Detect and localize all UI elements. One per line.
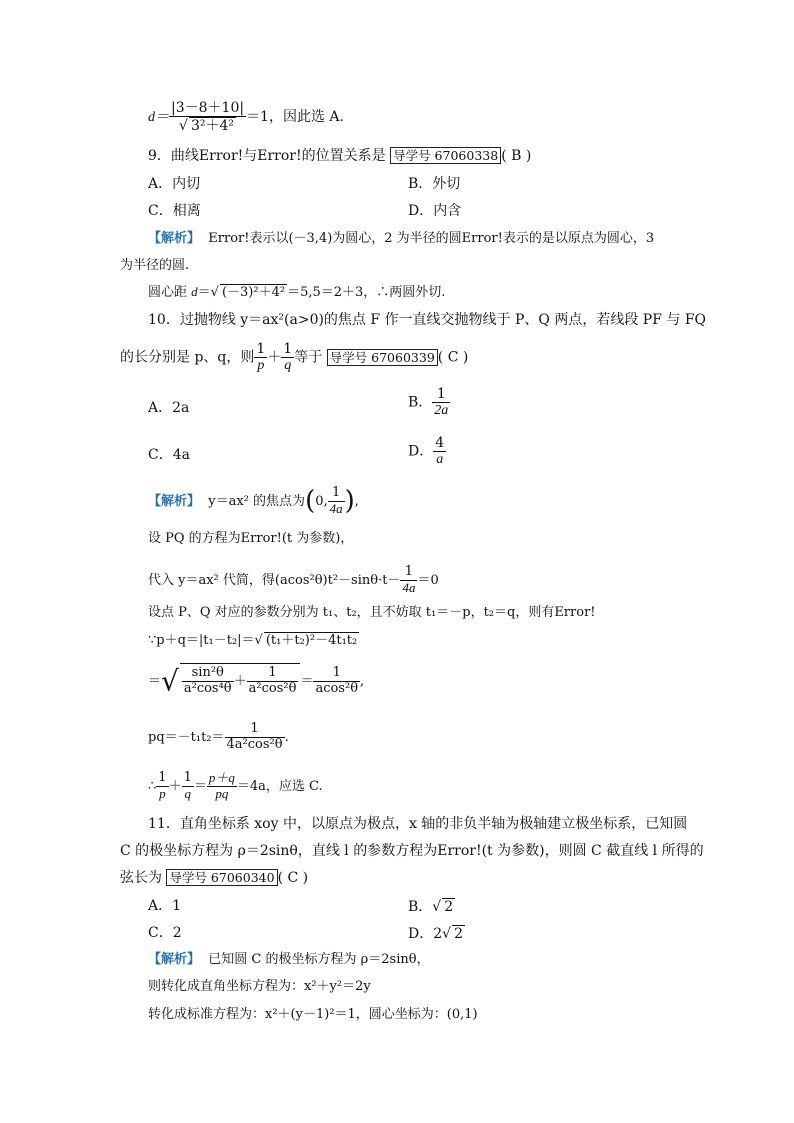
answer-10-line-4: 设点 P、Q 对应的参数分别为 t₁、t₂，且不妨取 t₁＝－p，t₂＝q，则有Error! <box>148 605 596 620</box>
answer-10-line-8: ∴ $\frac{1}{p}$ ＋ $\frac{1}{q}$ ＝ $\frac{p+q}{pq}$ ＝4a，应选 C. <box>148 770 323 801</box>
analysis-tag: 【解析】 <box>148 231 201 246</box>
answer-10-line-1: 【解析】 y＝ax² 的焦点为(0, $\frac{1}{4a}$ ), <box>148 485 359 517</box>
question-11-line-2: C 的极坐标方程为 ρ＝2sinθ，直线 l 的参数方程为Error!(t 为参数)，则圆 C 截直线 l 所得的 <box>120 843 704 859</box>
question-11-option-d: D．2√ 2 <box>408 926 463 942</box>
question-11-option-c: C．2 <box>148 925 182 941</box>
question-9-option-c: C．相离 <box>148 203 201 219</box>
question-10-line-2: 的长分别是 p、q，则 $\frac{1}{p}$ ＋ $\frac{1}{q}$ 等于 导学号 67060339 ( C ) <box>120 341 469 374</box>
answer-10-line-3: 代入 y＝ax² 代简，得(acos²θ)t²－sinθ·t－ $\frac{1}{4a}$ ＝0 <box>148 564 439 595</box>
question-10-option-c: C．4a <box>148 447 190 463</box>
answer-9-line-2: 为半径的圆. <box>120 258 190 273</box>
answer-10-line-6: ＝√ $\frac{\text{sin²θ}}{\text{a²cos⁴θ}}$ ＋ $\frac{1}{\text{a²cos²θ}}$ ＝ $\frac{1}{\text{acos²θ}}$ , <box>148 664 365 698</box>
distance-fraction: $\frac{|3-8+10|}{\text{√ 3²＋4²}}$ <box>171 100 245 135</box>
question-10-answer: ( C ) <box>437 349 469 366</box>
question-11-answer: ( C ) <box>277 870 309 886</box>
answer-9-line-1: 【解析】 Error!表示以(－3,4)为圆心，2 为半径的圆Error!表示的是以原点为圆心，3 <box>148 231 655 246</box>
question-11-code: 导学号 67060340 <box>166 869 277 886</box>
question-11-option-a: A．1 <box>148 898 182 914</box>
question-9-answer: ( B ) <box>501 148 532 164</box>
question-10-option-a: A．2a <box>148 400 190 416</box>
question-10-line-1: 10．过抛物线 y＝ax²(a>0)的焦点 F 作一直线交抛物线于 P、Q 两点，若线段 PF 与 FQ <box>148 312 707 328</box>
question-9-option-b: B．外切 <box>408 176 461 192</box>
question-10-option-b: B． $\frac{1}{2a}$ <box>408 386 449 419</box>
answer-10-line-7: pq＝－t₁t₂＝ $\frac{1}{\text{4a²cos²θ}}$ . <box>148 721 289 752</box>
question-11-option-b: B．√ 2 <box>408 899 454 915</box>
question-9-code: 导学号 67060338 <box>390 147 501 164</box>
question-10-code: 导学号 67060339 <box>327 349 438 366</box>
distance-result: ＝1，因此选 A. <box>246 109 344 126</box>
question-11-line-1: 11．直角坐标系 xoy 中，以原点为极点，x 轴的非负半轴为极轴建立极坐标系，已知圆 <box>148 816 688 832</box>
answer-9-line-3: 圆心距 d＝√ (－3)²＋4² ＝5,5＝2＋3，∴两圆外切. <box>148 284 446 300</box>
distance-formula-line <box>148 100 344 134</box>
answer-10-line-5: ∵p＋q＝|t₁－t₂|＝√ (t₁＋t₂)²－4t₁t₂ <box>148 633 358 648</box>
question-9-option-d: D．内含 <box>408 203 462 219</box>
answer-11-line-3: 转化成标准方程为：x²＋(y－1)²＝1，圆心坐标为：(0,1) <box>148 1007 478 1022</box>
answer-10-line-2: 设 PQ 的方程为Error!(t 为参数)， <box>148 531 354 546</box>
answer-11-line-2: 则转化成直角坐标方程为：x²＋y²＝2y <box>148 979 371 994</box>
d-label: d＝ <box>148 110 169 126</box>
question-11-line-3: 弦长为 导学号 67060340 ( C ) <box>120 870 309 886</box>
question-9-option-a: A．内切 <box>148 176 201 192</box>
question-9-stem: 9．曲线Error!与Error!的位置关系是 导学号 67060338 ( B ) <box>148 148 532 164</box>
question-10-option-d: D． $\frac{4}{a}$ <box>408 435 445 468</box>
answer-11-line-1: 【解析】 已知圆 C 的极坐标方程为 ρ＝2sinθ， <box>148 952 430 967</box>
